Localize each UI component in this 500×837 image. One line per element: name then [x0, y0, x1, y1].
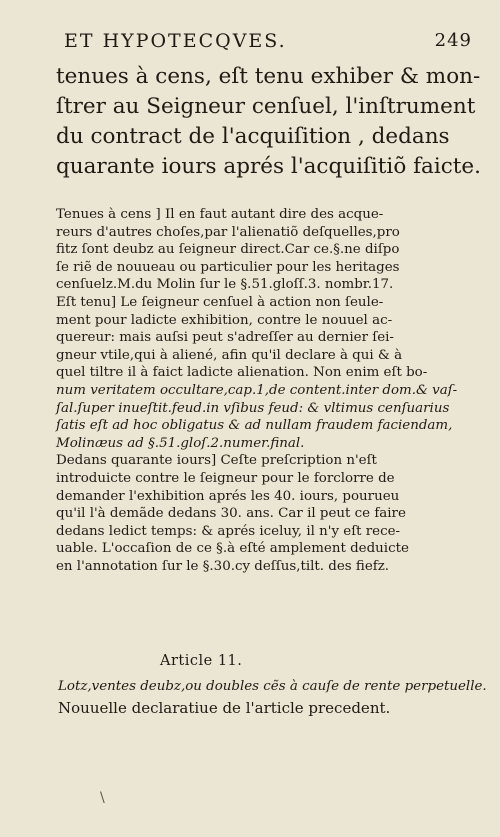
- commentary-line: Tenues à cens ] Il en faut autant dire des acque-: [56, 207, 384, 222]
- commentary-line: demander l'exhibition aprés les 40. iours, pourueu: [56, 488, 400, 504]
- margin-mark: \: [100, 790, 105, 806]
- commentary-line: Dedans quarante iours] Ceſte preſcription n'eſt: [56, 453, 377, 469]
- commentary-line: Molinæus ad §.51.gloſ.2.numer.final.: [56, 435, 305, 451]
- header-title: ET HYPOTECQVES.: [64, 30, 287, 52]
- commentary-line: Eſt tenu] Le ſeigneur cenſuel à action non ſeule-: [56, 294, 384, 310]
- commentary-line: dedans ledict temps: & aprés iceluy, il n'y eſt rece-: [56, 523, 401, 539]
- lead-line: du contract de l'acquiſition , dedans: [56, 124, 450, 149]
- running-header: [64, 30, 484, 54]
- commentary-line: reurs d'autres choſes,par l'alienatiõ deſquelles,pro: [56, 224, 400, 240]
- article-text-large: [56, 62, 486, 182]
- lead-line: ſtrer au Seigneur cenſuel, l'inſtrument: [56, 94, 476, 119]
- commentary-block: [56, 206, 486, 575]
- lead-line: tenues à cens, eſt tenu exhiber & mon-: [56, 64, 481, 89]
- commentary-line: quereur: mais auſsi peut s'adreſſer au dernier ſei-: [56, 330, 394, 346]
- commentary-line: fitz ſont deubz au ſeigneur direct.Car ce.§.ne diſpo: [56, 242, 400, 258]
- commentary-line: quel tiltre il à faict ladicte alienation. Non enim eſt bo-: [56, 365, 428, 381]
- commentary-line: uable. L'occaſion de ce §.à eſté amplement deduicte: [56, 541, 409, 557]
- commentary-line: ſal.ſuper inueſtit.feud.in vſibus feud: & vltimus cenſuarius: [56, 400, 450, 416]
- commentary-line: introduicte contre le ſeigneur pour le forclorre de: [56, 470, 395, 486]
- commentary-line: en l'annotation ſur le §.30.cy deſſus,tilt. des fiefz.: [56, 558, 390, 574]
- commentary-line: ment pour ladicte exhibition, contre le nouuel ac-: [56, 312, 393, 328]
- commentary-line: num veritatem occultare,cap.1,de content.inter dom.& vaſ-: [56, 382, 458, 398]
- page-number: 249: [434, 30, 472, 51]
- article-title: Lotz,ventes deubz,ou doubles cẽs à cauſe de rente perpetuelle.: [58, 679, 487, 694]
- commentary-line: gneur vtile,qui à aliené, afin qu'il declare à qui & à: [56, 347, 403, 363]
- article-heading: Article 11.: [160, 653, 243, 669]
- lead-line: quarante iours aprés l'acquiſitiõ faicte.: [56, 154, 481, 179]
- commentary-line: ſatis eſt ad hoc obligatus & ad nullam fraudem faciendam,: [56, 418, 453, 434]
- commentary-line: qu'il l'à demãde dedans 30. ans. Car il peut ce faire: [56, 506, 406, 522]
- commentary-line: ſe riẽ de nouueau ou particulier pour les heritages: [56, 259, 400, 275]
- commentary-line: cenſuelz.M.du Molin ſur le §.51.gloſſ.3. nombr.17.: [56, 277, 394, 293]
- article-subtitle: Nouuelle declaratiue de l'article precedent.: [58, 699, 391, 717]
